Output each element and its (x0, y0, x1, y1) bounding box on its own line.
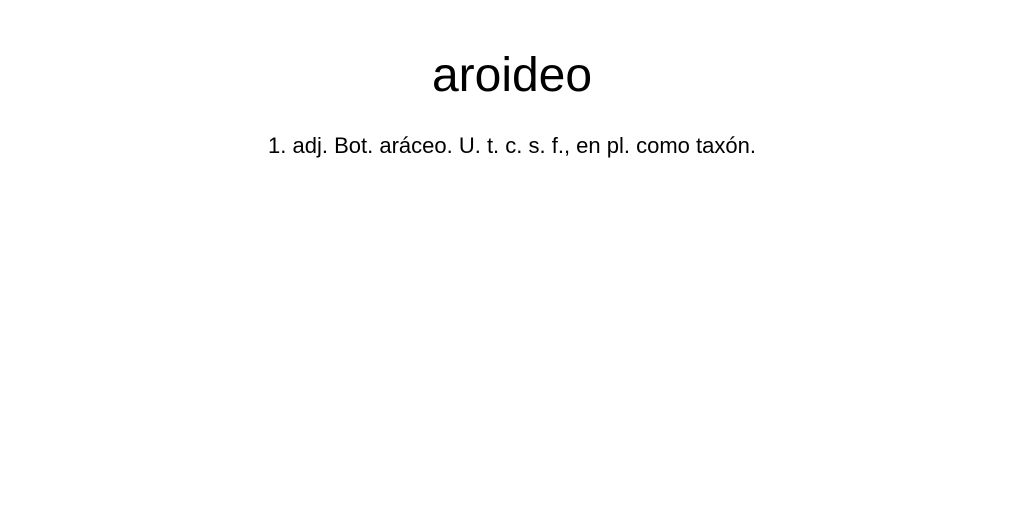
entry-definition: 1. adj. Bot. aráceo. U. t. c. s. f., en pl. como taxón. (268, 133, 756, 158)
entry-headword: aroideo (431, 49, 593, 102)
